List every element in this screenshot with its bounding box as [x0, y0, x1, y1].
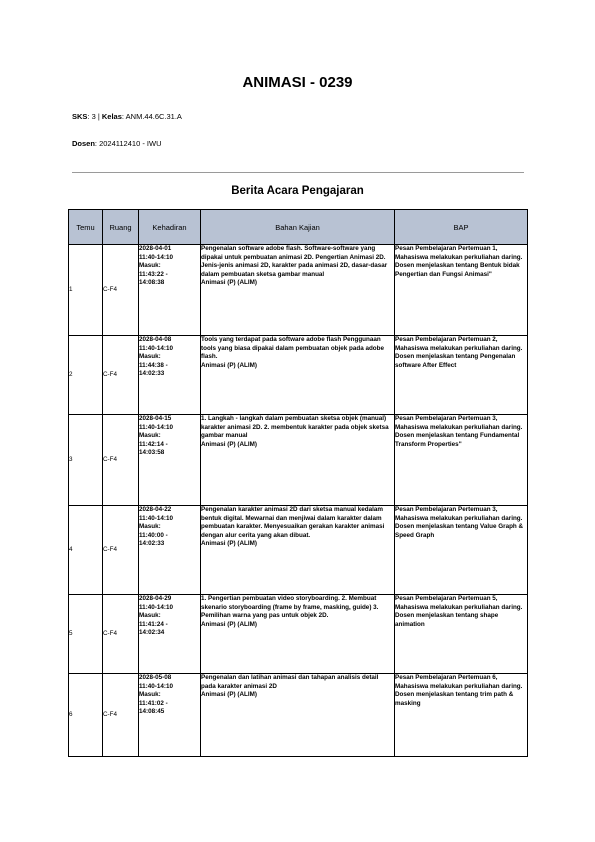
kelas-value: : ANM.44.6C.31.A [121, 112, 182, 121]
bahan-keterangan: Animasi (P) (ALIM) [201, 540, 257, 548]
col-header-kehadiran: Kehadiran [139, 210, 201, 245]
cell-bahan-kajian [201, 415, 395, 506]
dosen-value: : 2024112410 - IWU [94, 139, 162, 148]
kehadiran-label: Masuk: [139, 353, 161, 361]
table-row [69, 415, 528, 506]
kehadiran-date: 2028-04-29 [139, 595, 172, 602]
course-info [72, 112, 182, 121]
cell-bahan-kajian [201, 506, 395, 595]
teaching-log-table [68, 209, 528, 757]
col-header-ruang: Ruang [103, 210, 139, 245]
section-title: Berita Acara Pengajaran [231, 185, 364, 197]
sks-value: : 3 | [87, 112, 102, 121]
bahan-keterangan: Animasi (P) (ALIM) [201, 440, 257, 448]
kehadiran-out: 14:02:33 [139, 540, 165, 548]
cell-ruang: C-F4 [103, 674, 139, 757]
kehadiran-date: 2028-05-08 [139, 674, 172, 681]
bahan-text: Pengenalan karakter animasi 2D dari sketsa manual kedalam bentuk digital. Mewarnai dan menjiwai dalam karakter dalam pembuatan karakter. Menyesuaikan gerakan karakter animasi dengan alur cerita yang akan dibuat. [201, 506, 385, 539]
cell-bap [395, 674, 528, 757]
cell-ruang: C-F4 [103, 415, 139, 506]
cell-temu: 6 [69, 674, 103, 757]
bahan-text: 1. Pengertian pembuatan video storyboarding. 2. Membuat skenario storyboarding (frame by frame, masking, guide) 3. Pemilihan warna yang pas untuk objek 2D. [201, 595, 379, 620]
kehadiran-date: 2028-04-15 [139, 415, 172, 422]
cell-bap [395, 595, 528, 674]
kehadiran-date: 2028-04-22 [139, 506, 172, 513]
kehadiran-in: 11:40:00 - [139, 531, 168, 539]
cell-temu: 2 [69, 336, 103, 415]
page-title: ANIMASI - 0239 [242, 74, 353, 91]
col-header-bahan-kajian: Bahan Kajian [201, 210, 395, 245]
kehadiran-out: 14:02:34 [139, 629, 165, 637]
kehadiran-out: 14:02:33 [139, 370, 165, 378]
cell-temu: 5 [69, 595, 103, 674]
kehadiran-in: 11:41:02 - [139, 699, 168, 707]
cell-ruang: C-F4 [103, 336, 139, 415]
sks-label: SKS [72, 112, 88, 121]
table-row [69, 674, 528, 757]
bahan-keterangan: Animasi (P) (ALIM) [201, 361, 257, 369]
kehadiran-schedule: 11:40-14:10 [139, 423, 173, 431]
cell-bahan-kajian [201, 245, 395, 336]
cell-bap [395, 415, 528, 506]
kelas-label: Kelas [101, 112, 122, 121]
kehadiran-date: 2028-04-08 [139, 336, 172, 343]
bap-text: Pesan Pembelajaran Pertemuan 5, Mahasiswa melakukan perkuliahan daring. Dosen menjelaskan tentang shape animation [395, 595, 523, 628]
kehadiran-in: 11:41:24 - [139, 620, 168, 628]
cell-kehadiran [139, 336, 201, 415]
col-header-temu: Temu [69, 210, 103, 245]
cell-bahan-kajian [201, 336, 395, 415]
table-row [69, 595, 528, 674]
cell-ruang: C-F4 [103, 245, 139, 336]
bahan-text: Pengenalan software adobe flash. Software-software yang dipakai untuk pembuatan animasi 2D. Pengertian Animasi 2D. Jenis-jenis animasi 2D, karakter pada animasi 2D, dasar-dasar dalam pembuatan sketsa gambar manual [201, 245, 388, 278]
col-header-bap: BAP [395, 210, 528, 245]
bap-text: Pesan Pembelajaran Pertemuan 2, Mahasiswa melakukan perkuliahan daring. Dosen menjelaskan tentang Pengenalan software After Effect [395, 336, 523, 369]
cell-kehadiran [139, 674, 201, 757]
cell-temu: 4 [69, 506, 103, 595]
cell-bap [395, 336, 528, 415]
cell-ruang: C-F4 [103, 506, 139, 595]
kehadiran-date: 2028-04-01 [139, 245, 172, 252]
kehadiran-out: 14:08:45 [139, 708, 165, 716]
cell-bahan-kajian [201, 595, 395, 674]
bahan-keterangan: Animasi (P) (ALIM) [201, 279, 257, 287]
cell-temu: 3 [69, 415, 103, 506]
kehadiran-label: Masuk: [139, 523, 161, 531]
kehadiran-out: 14:08:38 [139, 279, 165, 287]
cell-kehadiran [139, 415, 201, 506]
table-row [69, 336, 528, 415]
bahan-text: Pengenalan dan latihan animasi dan tahapan analisis detail pada karakter animasi 2D [201, 674, 379, 690]
bap-text: Pesan Pembelajaran Pertemuan 6, Mahasiswa melakukan perkuliahan daring. Dosen menjelaskan tentang trim path & masking [395, 674, 523, 707]
table-row [69, 506, 528, 595]
kehadiran-schedule: 11:40-14:10 [139, 682, 173, 690]
lecturer-info [72, 139, 162, 148]
kehadiran-label: Masuk: [139, 612, 161, 620]
dosen-label: Dosen [72, 139, 95, 148]
bahan-text: 1. Langkah - langkah dalam pembuatan sketsa objek (manual) karakter animasi 2D. 2. membentuk karakter pada objek sketsa gambar manual [201, 415, 389, 440]
divider [72, 172, 524, 173]
kehadiran-schedule: 11:40-14:10 [139, 344, 173, 352]
bahan-text: Tools yang terdapat pada software adobe flash Penggunaan tools yang biasa dipakai dalam pembuatan objek pada adobe flash. [201, 336, 385, 361]
kehadiran-label: Masuk: [139, 262, 161, 270]
kehadiran-schedule: 11:40-14:10 [139, 603, 173, 611]
bahan-keterangan: Animasi (P) (ALIM) [201, 691, 257, 699]
cell-kehadiran [139, 595, 201, 674]
kehadiran-in: 11:44:38 - [139, 361, 168, 369]
cell-ruang: C-F4 [103, 595, 139, 674]
kehadiran-in: 11:42:14 - [139, 440, 168, 448]
cell-bahan-kajian [201, 674, 395, 757]
kehadiran-label: Masuk: [139, 691, 161, 699]
kehadiran-label: Masuk: [139, 432, 161, 440]
kehadiran-schedule: 11:40-14:10 [139, 253, 173, 261]
kehadiran-schedule: 11:40-14:10 [139, 514, 173, 522]
bap-text: Pesan Pembelajaran Pertemuan 1, Mahasiswa melakukan perkuliahan daring. Dosen menjelaskan tentang Bentuk bidak Pengertian dan Fungsi Animasi" [395, 245, 523, 278]
bap-text: Pesan Pembelajaran Pertemuan 3, Mahasiswa melakukan perkuliahan daring. Dosen menjelaskan tentang Value Graph & Speed Graph [395, 506, 524, 539]
cell-kehadiran [139, 245, 201, 336]
table-row [69, 245, 528, 336]
cell-bap [395, 506, 528, 595]
table-header-row [69, 210, 528, 245]
cell-temu: 1 [69, 245, 103, 336]
bahan-keterangan: Animasi (P) (ALIM) [201, 620, 257, 628]
bap-text: Pesan Pembelajaran Pertemuan 3, Mahasiswa melakukan perkuliahan daring. Dosen menjelaskan tentang Fundamental Transform Properties" [395, 415, 523, 448]
cell-kehadiran [139, 506, 201, 595]
kehadiran-in: 11:43:22 - [139, 270, 168, 278]
kehadiran-out: 14:03:58 [139, 449, 165, 457]
cell-bap [395, 245, 528, 336]
